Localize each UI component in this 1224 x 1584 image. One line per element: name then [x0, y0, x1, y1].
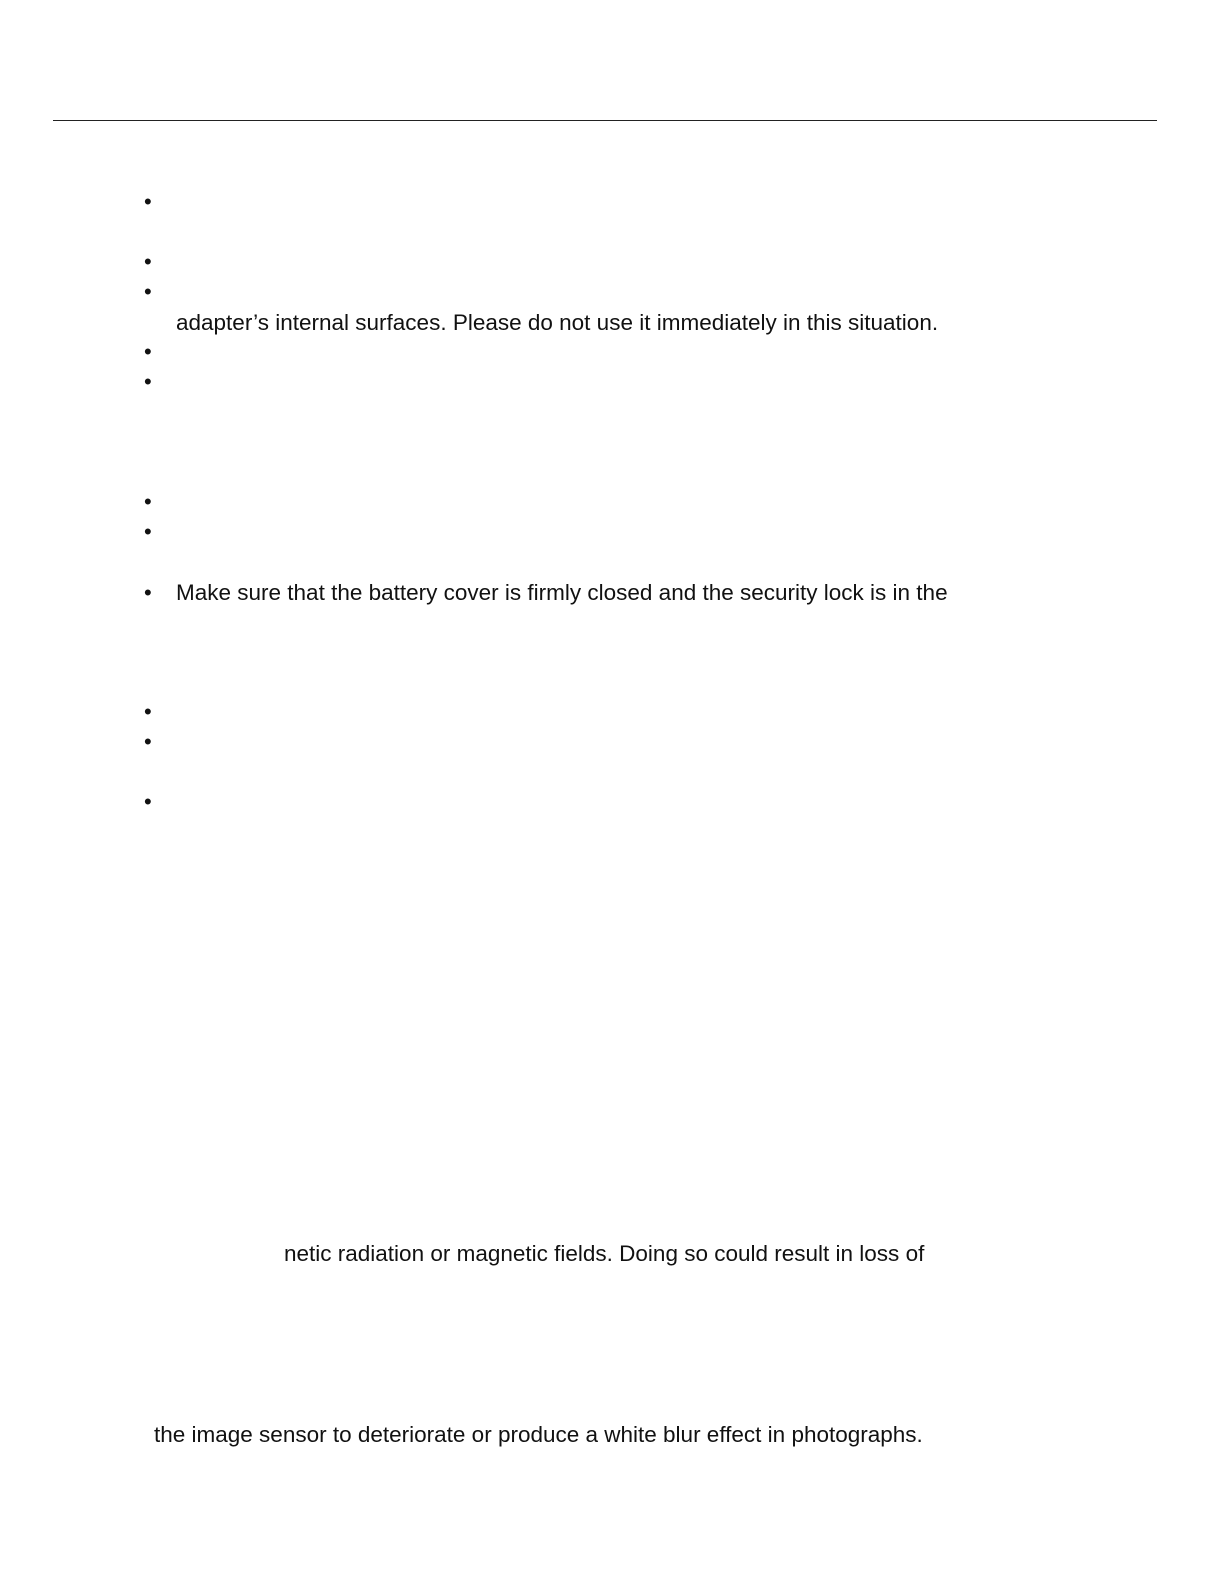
- list-bullet: •: [144, 369, 152, 394]
- list-bullet: •: [144, 729, 152, 754]
- text-line-battery: Make sure that the battery cover is firmly closed and the security lock is in the: [176, 580, 948, 605]
- text-line-magnetic: netic radiation or magnetic fields. Doing so could result in loss of: [284, 1241, 925, 1266]
- list-bullet: •: [144, 789, 152, 814]
- header-divider: [53, 120, 1157, 121]
- list-bullet: •: [144, 699, 152, 724]
- list-bullet: •: [144, 279, 152, 304]
- list-bullet: •: [144, 489, 152, 514]
- list-bullet: •: [144, 339, 152, 364]
- list-bullet: •: [144, 189, 152, 214]
- text-line-sensor: the image sensor to deteriorate or produce a white blur effect in photographs.: [154, 1422, 923, 1447]
- list-bullet: •: [144, 519, 152, 544]
- list-bullet: •: [144, 249, 152, 274]
- text-line-adapter: adapter’s internal surfaces. Please do not use it immediately in this situation.: [176, 310, 939, 335]
- list-bullet: •: [144, 580, 152, 605]
